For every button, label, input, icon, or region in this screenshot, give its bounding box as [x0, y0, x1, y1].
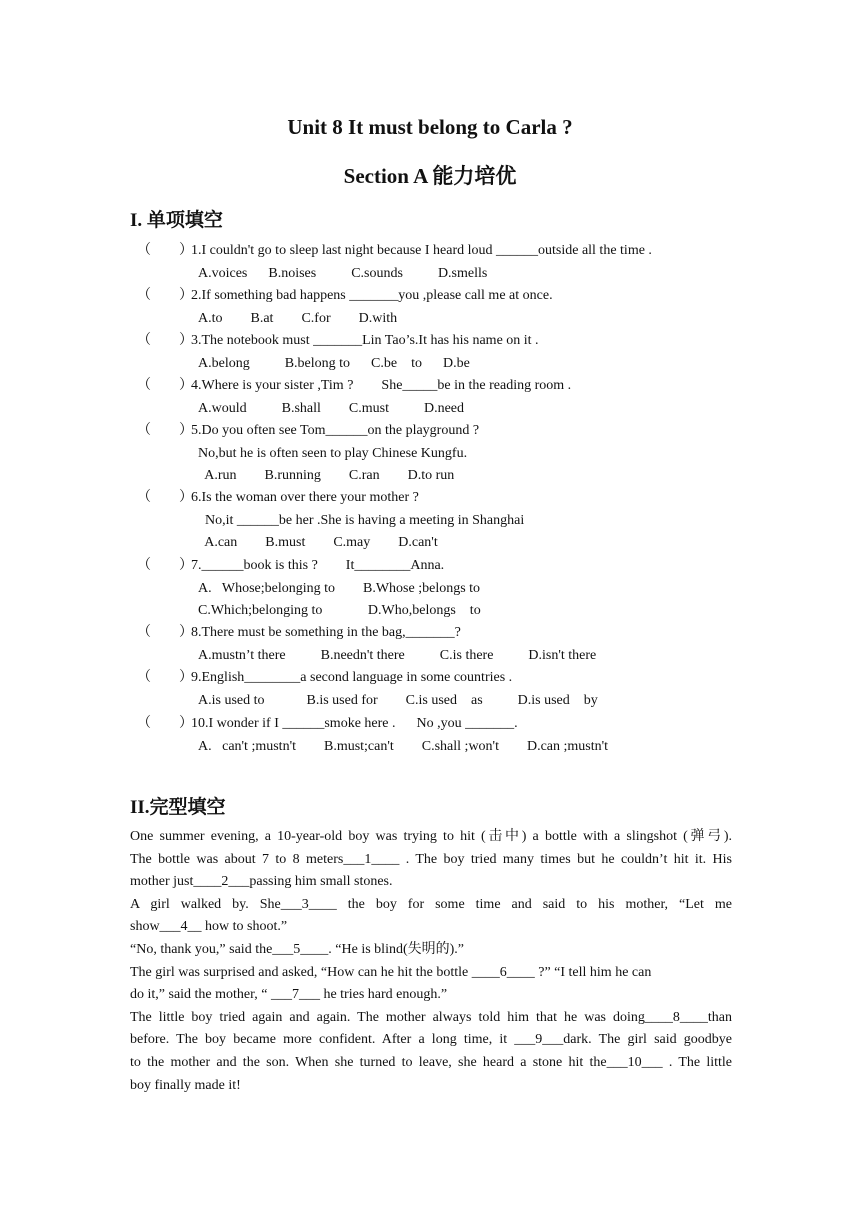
- question-1: [137, 242, 652, 260]
- passage-line: One summer evening, a 10-year-old boy was trying to hit (击中) a bottle with a slingshot (弹弓).: [130, 829, 732, 844]
- question-6: [137, 489, 419, 507]
- question-text: 2.If something bad happens _______you ,please call me at once.: [191, 288, 553, 303]
- question-7: [137, 557, 444, 575]
- passage-line: A girl walked by. She___3____ the boy for some time and said to his mother, “Let me: [130, 896, 732, 912]
- question-text: 1.I couldn't go to sleep last night because I heard loud ______outside all the time .: [191, 243, 652, 258]
- question-5-options: A.run B.running C.ran D.to run: [198, 468, 455, 483]
- question-5-options: No,but he is often seen to play Chinese Kungfu.: [198, 445, 468, 461]
- question-text: 5.Do you often see Tom______on the playground ?: [191, 423, 480, 438]
- passage-line: boy finally made it!: [130, 1077, 241, 1093]
- question-text: 3.The notebook must _______Lin Tao’s.It has his name on it .: [191, 333, 539, 348]
- question-2-options: A.to B.at C.for D.with: [198, 310, 398, 326]
- question-8: [137, 624, 461, 642]
- page-title: Unit 8 It must belong to Carla ?: [287, 115, 573, 139]
- passage-line: mother just____2___passing him small stones.: [130, 874, 393, 890]
- question-2: [137, 287, 553, 305]
- passage-line: do it,” said the mother, “ ___7___ he tries hard enough.”: [130, 987, 448, 1003]
- question-3-options: A.belong B.belong to C.be to D.be: [198, 355, 470, 371]
- passage-line: before. The boy became more confident. After a long time, it ___9___dark. The girl said goodbye: [130, 1032, 732, 1048]
- question-5: [137, 422, 479, 440]
- answer-bracket[interactable]: （ ）: [137, 378, 193, 393]
- question-text: 7.______book is this ? It________Anna.: [191, 558, 445, 573]
- question-text: 4.Where is your sister ,Tim ? She_____be in the reading room .: [191, 378, 572, 393]
- passage-line: “No, thank you,” said the___5____. “He is blind(失明的).”: [130, 942, 464, 957]
- question-9-options: A.is used to B.is used for C.is used as D.is used by: [198, 692, 598, 708]
- question-4-options: A.would B.shall C.must D.need: [198, 400, 464, 416]
- question-7-options: A. Whose;belonging to B.Whose ;belongs to: [198, 580, 481, 596]
- question-4: [137, 377, 571, 395]
- answer-bracket[interactable]: （ ）: [137, 670, 193, 685]
- question-10-options: A. can't ;mustn't B.must;can't C.shall ;won't D.can ;mustn't: [198, 738, 609, 754]
- question-7-options: C.Which;belonging to D.Who,belongs to: [198, 603, 481, 618]
- passage-line: The little boy tried again and again. The mother always told him that he was doing____8____than: [130, 1009, 732, 1025]
- question-6-options: No,it ______be her .She is having a meeting in Shanghai: [198, 512, 525, 528]
- passage-line: The bottle was about 7 to 8 meters___1____ . The boy tried many times but he couldn’t hit it. His: [130, 851, 732, 867]
- question-text: 6.Is the woman over there your mother ?: [191, 490, 419, 505]
- passage-line: The girl was surprised and asked, “How can he hit the bottle ____6____ ?” “I tell him he can: [130, 964, 652, 980]
- answer-bracket[interactable]: （ ）: [137, 243, 193, 258]
- question-9: [137, 669, 512, 687]
- answer-bracket[interactable]: （ ）: [137, 333, 193, 348]
- question-text: 8.There must be something in the bag,_______?: [191, 625, 461, 640]
- page-subtitle: Section A 能力培优: [343, 164, 517, 188]
- section-2-heading: II.完型填空: [130, 797, 226, 818]
- question-10: [137, 715, 518, 733]
- passage-line: to the mother and the son. When she turned to leave, she heard a stone hit the___10___ . The little: [130, 1055, 732, 1070]
- question-6-options: A.can B.must C.may D.can't: [198, 535, 438, 550]
- answer-bracket[interactable]: （ ）: [137, 716, 193, 731]
- question-text: 9.English________a second language in some countries .: [191, 670, 513, 685]
- question-1-options: A.voices B.noises C.sounds D.smells: [198, 265, 488, 281]
- question-text: 10.I wonder if I ______smoke here . No ,you _______.: [191, 716, 518, 731]
- answer-bracket[interactable]: （ ）: [137, 490, 193, 505]
- section-1-heading: I. 单项填空: [130, 210, 223, 231]
- answer-bracket[interactable]: （ ）: [137, 423, 193, 438]
- answer-bracket[interactable]: （ ）: [137, 558, 193, 573]
- answer-bracket[interactable]: （ ）: [137, 625, 193, 640]
- answer-bracket[interactable]: （ ）: [137, 288, 193, 303]
- passage-line: show___4__ how to shoot.”: [130, 919, 288, 935]
- question-3: [137, 332, 539, 350]
- question-8-options: A.mustn’t there B.needn't there C.is there D.isn't there: [198, 647, 597, 663]
